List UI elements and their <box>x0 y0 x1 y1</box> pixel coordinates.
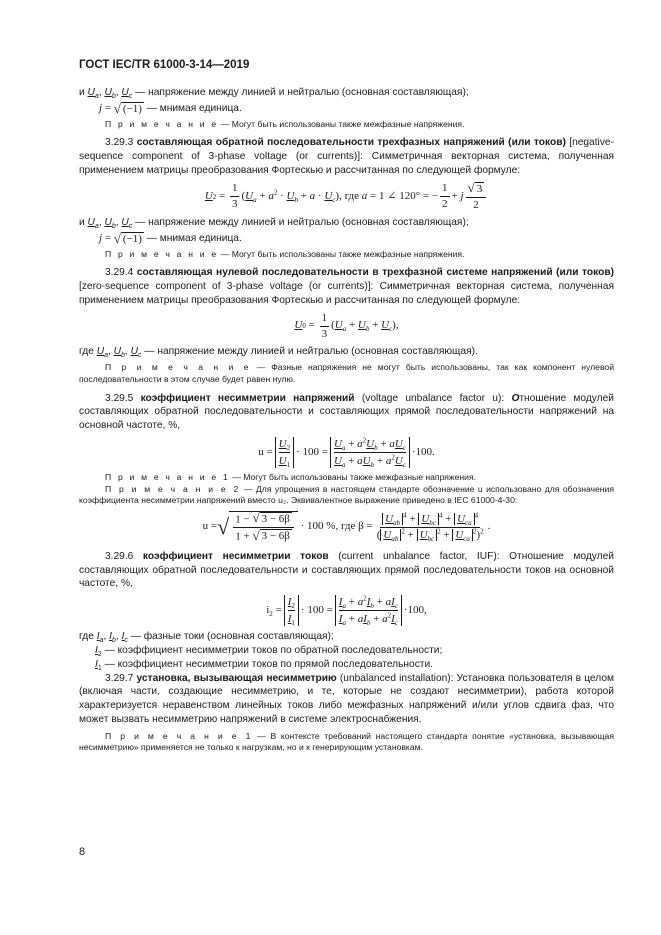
formula-voltage-unbalance: u = $\frac{U_2}{U_1}$ · 100 = $\frac{U_a + a^2U_b + aU_c}{U_a + aU_b + a^2U_c}$ ·100. <box>258 436 435 470</box>
formula-iec-equivalent: u = √ 1 − √ 3 − 6β 1 + √ 3 − 6β · 100 % , где β = $\frac{U_{ab}^4 + U_{bc}^4 + U_{ca}^4}{( U_{ab}^2 + U_{bc}^2 + U_{ca}^2)^2}$ . <box>202 510 491 543</box>
imaginary-unit-line-2: j = √ (−1) — мнимая единица. <box>99 230 242 246</box>
imaginary-unit-line: j = √ (−1) — мнимая единица. <box>99 100 242 116</box>
formula-zero-sequence: U 0 = $\frac{1}{3}$ $(U_a + U_b + U_c)$ , <box>294 311 399 340</box>
note-5-2: П р и м е ч а н и е 2 — Для упрощения в настоящем стандарте обозначение u использовано для обозначения коэффициента несимметрии напряжений вместо u₂. Эквивалентное выражение приведено в IEC 61000-4-30: <box>79 483 614 506</box>
formula-current-unbalance: $i_2$ = $\frac{I_2}{I_1}$ · 100 = $\frac{I_a + a^2I_b + aI_c}{I_a + aI_b + a^2I_c}$ ·100, <box>266 594 427 628</box>
clause-3-29-6: 3.29.6 коэффициент несимметрии токов (current unbalance factor, IUF): Отношение модулей составляющих обратной последовательности и составляющих прямой последовательности токов на основной частоте, %, <box>79 550 614 590</box>
clause-3-29-7: 3.29.7 установка, вызывающая несимметрию (unbalanced installation): Установка пользователя в целом (включая части, создающие несимметрию, и те, которые не создают несимметрии), работа которой характеризуется неравенством линейных токов либо межфазных напряжений и/или углов сдвига фаз, что может вызвать несимметрию напряжений в системе электроснабжения. <box>79 672 614 725</box>
document-body <box>79 86 614 754</box>
note-phase-1: П р и м е ч а н и е — Могут быть использованы также межфазные напряжения. <box>105 118 465 129</box>
sqrt-symbol: √ (−1) <box>113 100 142 116</box>
i2-definition: $I_2$ — коэффициент несимметрии токов по обратной последовательности; <box>95 645 443 659</box>
variables-line: и $U_a$, $U_b$, $U_c$ — напряжение между линией и нейтралью (основная составляющая); <box>79 87 469 101</box>
variables-line-2: и $U_a$, $U_b$, $U_c$ — напряжение между линией и нейтралью (основная составляющая); <box>79 217 469 231</box>
clause-3-29-5: 3.29.5 коэффициент несимметрии напряжений (voltage unbalance factor u): Отношение модулей составляющих обратной последовательности и составляющих прямой последовательности напряжений на основной частоте, %, <box>79 392 614 432</box>
note-phase-2: П р и м е ч а н и е — Могут быть использованы также межфазные напряжения. <box>105 248 465 259</box>
formula-negative-sequence: U 2 = $\frac{1}{3}$ $(U_a + a^2 \cdot U_b + a \cdot U_c)$ , где a = 1 ∠ 120° = − $\frac{1}{2}$ + j √ 3 2 <box>79 182 614 213</box>
variables-line-3: где $U_a$, $U_b$, $U_c$ — напряжение между линией и нейтралью (основная составляющая). <box>79 345 478 359</box>
clause-3-29-4: 3.29.4 составляющая нулевой последовательности в трехфазной системе напряжений (или токов) [zero-sequence component of 3-phase voltage (or currents)]: Симметричная векторная система, полученная применением матрицы преобразования Фортескью и рассчитанная по следующей формуле: <box>79 267 614 306</box>
clause-3-29-3: 3.29.3 составляющая обратной последовательности трехфазных напряжений (или токов) [negative-sequence component of 3-phase voltage (or currents)]: Симметричная векторная система, полученная применением матрицы преобразования Фортескью и рассчитанная по следующей формуле: <box>79 137 614 176</box>
note-5-1: П р и м е ч а н и е 1 — Могут быть использованы также межфазные напряжения. <box>105 472 477 483</box>
document-header: ГОСТ IEC/TR 61000-3-14—2019 <box>79 59 250 71</box>
page-number: 8 <box>79 846 86 858</box>
i1-definition: $I_1$ — коэффициент несимметрии токов по прямой последовательности. <box>95 658 433 672</box>
note-zero-sequence: П р и м е ч а н и е — Фазные напряжения не могут быть использованы, так как компонент нулевой последовательности в этом случае будет равен нулю. <box>79 362 614 385</box>
note-7-1: П р и м е ч а н и е 1 — В контексте требований настоящего стандарта понятие «установка, вызывающая несимметрию» применяется не только к нагрузкам, но и к генерирующим установкам. <box>79 730 614 753</box>
currents-line: где $I_a$, $I_b$, $I_c$ — фазные токи (основная составляющая); <box>79 631 334 645</box>
